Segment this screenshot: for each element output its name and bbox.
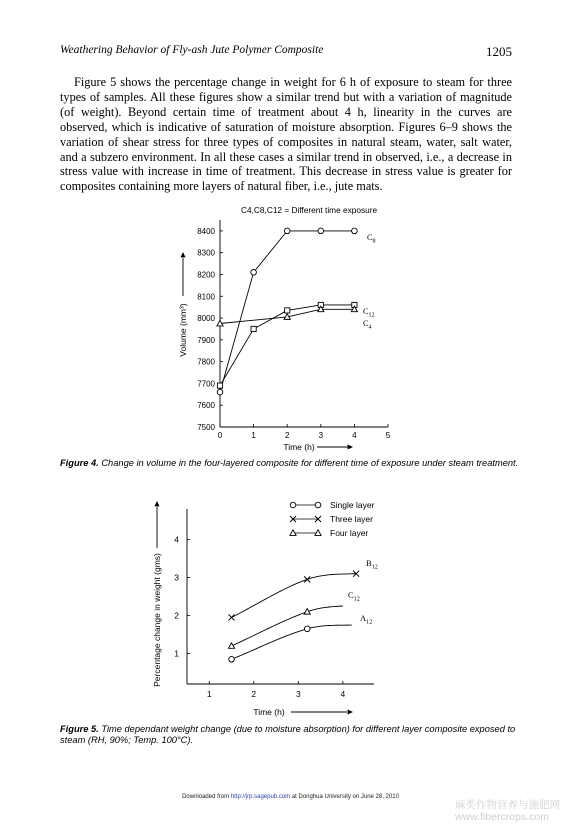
- fig4-x-tick-label: 2: [284, 431, 290, 440]
- fig4-point-c4: [351, 306, 357, 312]
- fig5-series-label-a12: $A_{12}$: [360, 613, 373, 626]
- running-title: Weathering Behavior of Fly-ash Jute Polymer Composite: [60, 44, 324, 56]
- fig5-series-line-c12: [232, 606, 343, 646]
- fig4-y-tick-label: 7600: [197, 401, 215, 411]
- fig5-y-tick-label: 2: [174, 610, 179, 621]
- fig4-point-c8: [352, 228, 358, 234]
- fig4-y-tick-label: 8300: [197, 248, 215, 258]
- fig5-y-tick-label: 3: [174, 572, 179, 583]
- page-number: 1205: [486, 44, 512, 59]
- fig5-point-b12: [304, 576, 310, 582]
- fig4-point-c12: [318, 302, 323, 307]
- fig4-point-c8: [284, 228, 290, 234]
- fig4-series-label-c8: $C_8$: [367, 233, 376, 245]
- fig5-point-b12: [353, 571, 359, 577]
- fig5-y-axis-label: Percentage change in weight (gms): [152, 553, 162, 687]
- fig4-y-tick-label: 8100: [197, 292, 215, 302]
- fig4-y-tick-label: 8200: [197, 270, 215, 280]
- fig4-x-tick-label: 4: [352, 431, 357, 440]
- fig5-legend-label: Four layer: [330, 528, 369, 538]
- fig5-legend-marker-icon: [290, 502, 296, 508]
- fig5-legend-label: Three layer: [330, 514, 373, 524]
- fig4-point-c8: [217, 389, 223, 395]
- fig5-legend-marker-icon: [315, 502, 321, 508]
- running-header: [60, 44, 512, 62]
- figure-5-label: Figure 5.: [60, 724, 99, 734]
- fig5-x-arrow-icon: [348, 709, 353, 714]
- fig5-x-tick-label: 4: [340, 689, 346, 699]
- body-paragraph: Figure 5 shows the percentage change in weight for 6 h of exposure to steam for three types of samples. All these figures show a similar trend but with a variation of magnitude (of weight). Beyond certain time of treatment about 4 h, linearity in the curves are observed, which is indicative of saturation of moisture absorption. Figures 6–9 shows the variation of shear stress for three types of composites in natural steam, water, salt water, and a subzero environment. In all these cases a similar trend in observed, i.e., a decrease in stress value with increase in time of treatment. This decrease in stress value is greater for composites containing more layers of natural fiber, i.e., jute mats.: [60, 75, 512, 194]
- figure-4-caption: [60, 458, 520, 469]
- figure-4-caption-text: Change in volume in the four-layered composite for different time of exposure under steam treatment.: [101, 458, 519, 468]
- fig5-legend-label: Single layer: [330, 500, 375, 510]
- fig4-point-c4: [284, 314, 290, 320]
- fig4-point-c4: [217, 320, 223, 326]
- fig5-point-a12: [304, 626, 310, 632]
- watermark-cn: 麻类作物营养与施肥网: [455, 799, 560, 811]
- fig4-y-axis-label: Volume (mm³): [178, 303, 188, 357]
- fig4-series-line-c4: [220, 309, 354, 323]
- fig4-y-arrow-icon: [180, 252, 185, 257]
- fig5-series-line-b12: [232, 574, 357, 618]
- fig5-x-tick-label: 2: [251, 689, 257, 699]
- fig5-y-tick-label: 4: [174, 534, 179, 545]
- fig5-legend-marker-icon: [290, 516, 296, 522]
- fig4-point-c12: [352, 302, 357, 307]
- figure-4-label: Figure 4.: [60, 458, 99, 468]
- fig4-point-c12: [285, 308, 290, 313]
- fig5-series-label-c12: $C_{12}$: [348, 590, 360, 603]
- fig5-legend-marker-icon: [315, 530, 321, 536]
- fig4-annotation: C4,C8,C12 = Different time exposure: [241, 205, 378, 215]
- fig4-y-tick-label: 7500: [197, 423, 215, 432]
- fig4-series-line-c8: [220, 231, 354, 392]
- fig4-x-tick-label: 0: [217, 431, 223, 440]
- fig5-point-a12: [229, 656, 235, 662]
- fig4-point-c12: [217, 383, 222, 388]
- fig4-y-tick-label: 7800: [197, 357, 215, 367]
- fig5-x-tick-label: 1: [206, 689, 212, 699]
- fig4-point-c4: [318, 306, 324, 312]
- footer-suffix: at Donghua University on June 28, 2010: [291, 794, 399, 800]
- figure-5-caption-text: Time dependant weight change (due to moisture absorption) for different layer composite exposed to steam (RH, 90%; Temp. 100°C).: [60, 724, 516, 745]
- fig4-x-tick-label: 1: [251, 431, 256, 440]
- fig4-point-c12: [251, 326, 256, 331]
- fig5-series-line-a12: [232, 625, 352, 659]
- fig5-point-c12: [228, 643, 234, 649]
- fig4-x-arrow-icon: [348, 444, 353, 449]
- footer-prefix: Downloaded from: [182, 794, 230, 800]
- fig5-x-tick-label: 3: [295, 689, 301, 699]
- fig5-x-axis-label: Time (h): [253, 707, 285, 717]
- fig5-series-label-b12: $B_{12}$: [366, 558, 378, 571]
- fig4-y-tick-label: 7700: [197, 379, 215, 389]
- fig4-point-c8: [318, 228, 324, 234]
- fig5-legend-marker-icon: [315, 516, 321, 522]
- fig4-x-axis-label: Time (h): [283, 442, 315, 452]
- watermark-url: www.fibercrops.com: [455, 811, 549, 823]
- fig4-x-tick-label: 3: [318, 431, 324, 440]
- fig4-series-line-c12: [220, 305, 354, 386]
- fig5-point-c12: [304, 609, 310, 615]
- fig4-y-tick-label: 7900: [197, 335, 215, 345]
- fig4-y-tick-label: 8400: [197, 226, 215, 236]
- fig4-point-c8: [251, 269, 257, 275]
- figure-5-caption: [60, 724, 520, 746]
- fig5-point-b12: [229, 614, 235, 620]
- fig4-y-tick-label: 8000: [197, 314, 215, 324]
- fig5-y-arrow-icon: [154, 501, 159, 506]
- fig4-series-label-c12: $C_{12}$: [363, 307, 375, 319]
- fig5-legend-marker-icon: [290, 530, 296, 536]
- footer-link[interactable]: http://jrp.sagepub.com: [230, 794, 291, 800]
- fig4-x-tick-label: 5: [385, 431, 391, 440]
- fig5-y-tick-label: 1: [174, 648, 179, 659]
- fig4-series-label-c4: $C_4$: [363, 319, 372, 331]
